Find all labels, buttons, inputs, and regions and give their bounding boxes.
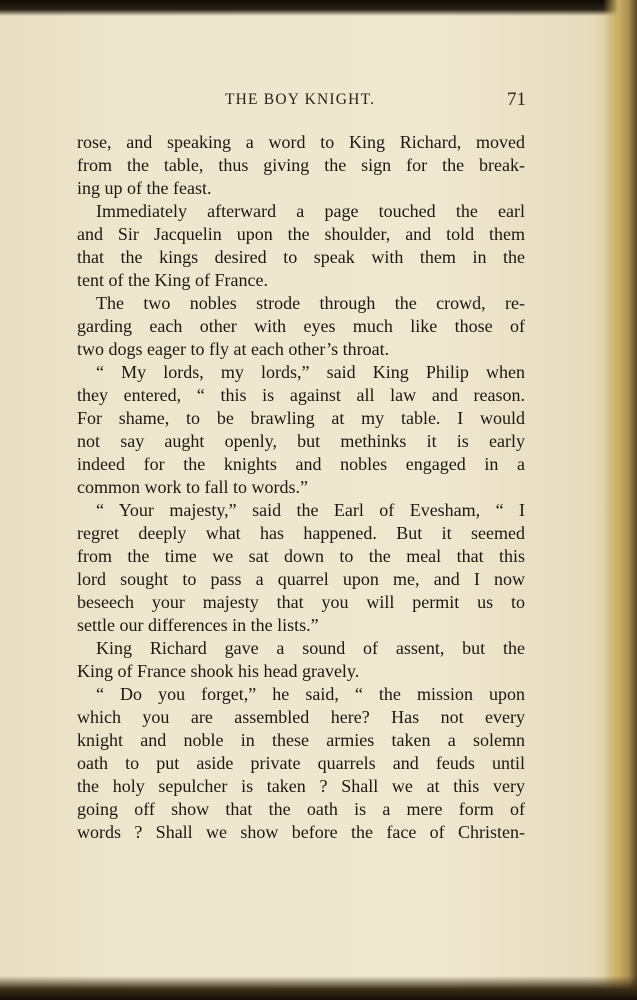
running-title: THE BOY KNIGHT. bbox=[225, 91, 376, 108]
text-line: which you are assembled here? Has not every bbox=[77, 707, 525, 727]
text-line: common work to fall to words.” bbox=[77, 477, 308, 497]
text-line: garding each other with eyes much like those of bbox=[77, 316, 525, 336]
page-number: 71 bbox=[507, 89, 526, 110]
text-line: they entered, “ this is against all law and reason. bbox=[77, 385, 525, 405]
text-line: from the time we sat down to the meal that this bbox=[77, 546, 525, 566]
text-line: “ My lords, my lords,” said King Philip when bbox=[96, 362, 525, 382]
text-line: going off show that the oath is a mere form of bbox=[77, 799, 525, 819]
text-line: tent of the King of France. bbox=[77, 270, 268, 290]
text-line: indeed for the knights and nobles engaged in a bbox=[77, 454, 525, 474]
text-line: rose, and speaking a word to King Richard, moved bbox=[77, 132, 525, 152]
text-line: King Richard gave a sound of assent, but the bbox=[96, 638, 525, 658]
text-line: not say aught openly, but methinks it is early bbox=[77, 431, 525, 451]
text-line: ing up of the feast. bbox=[77, 178, 212, 198]
text-line: “ Your majesty,” said the Earl of Evesham, “ I bbox=[96, 500, 525, 520]
text-line: and Sir Jacquelin upon the shoulder, and told them bbox=[77, 224, 525, 244]
text-line: the holy sepulcher is taken ? Shall we at this very bbox=[77, 776, 525, 796]
text-line: knight and noble in these armies taken a solemn bbox=[77, 730, 525, 750]
text-line: from the table, thus giving the sign for the break- bbox=[77, 155, 525, 175]
text-line: For shame, to be brawling at my table. I would bbox=[77, 408, 525, 428]
text-line: beseech your majesty that you will permit us to bbox=[77, 592, 525, 612]
text-line: Immediately afterward a page touched the earl bbox=[96, 201, 525, 221]
text-line: settle our differences in the lists.” bbox=[77, 615, 319, 635]
running-head bbox=[78, 91, 528, 115]
text-line: that the kings desired to speak with them in the bbox=[77, 247, 525, 267]
text-line: “ Do you forget,” he said, “ the mission upon bbox=[96, 684, 525, 704]
text-line: regret deeply what has happened. But it seemed bbox=[77, 523, 525, 543]
text-line: words ? Shall we show before the face of Christen- bbox=[77, 822, 525, 842]
text-line: two dogs eager to fly at each other’s throat. bbox=[77, 339, 390, 359]
text-line: lord sought to pass a quarrel upon me, and I now bbox=[77, 569, 525, 589]
text-line: The two nobles strode through the crowd, re- bbox=[96, 293, 525, 313]
page-top-shadow bbox=[0, 0, 637, 16]
text-line: oath to put aside private quarrels and feuds until bbox=[77, 753, 525, 773]
page-bottom-shadow bbox=[0, 976, 637, 1000]
body-text bbox=[77, 131, 525, 844]
page-gutter-edge bbox=[603, 0, 637, 1000]
text-line: King of France shook his head gravely. bbox=[77, 661, 360, 681]
